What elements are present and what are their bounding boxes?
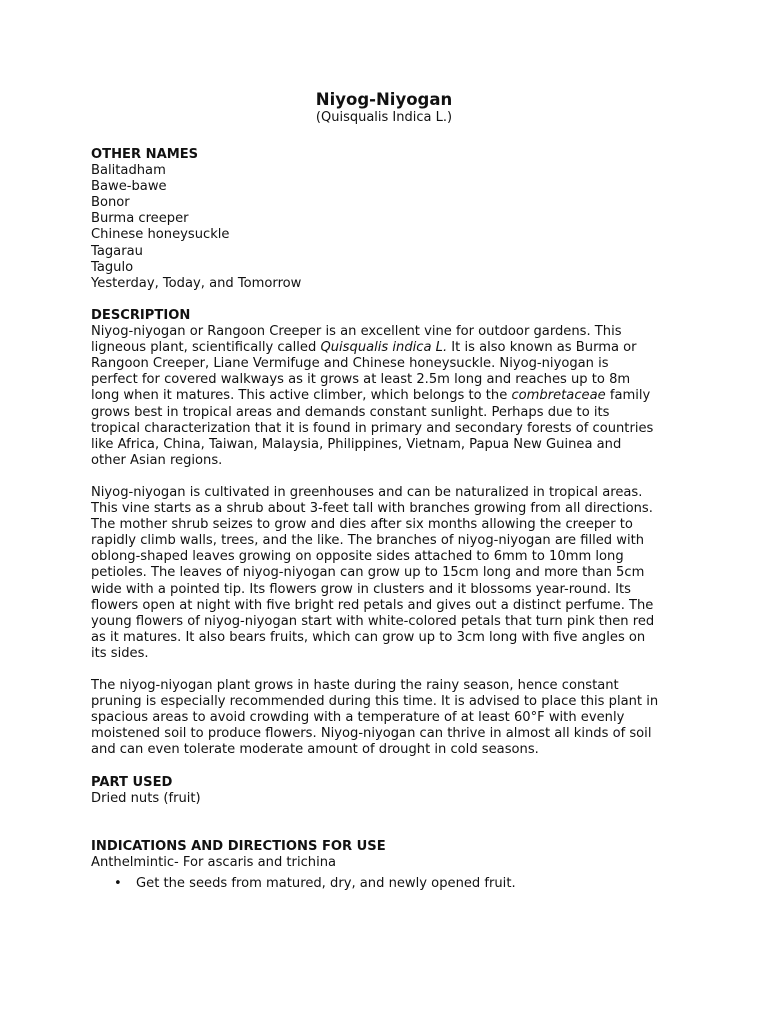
document-body xyxy=(91,147,691,893)
text-line: spacious areas to avoid crowding with a temperature of at least 60°F with evenly xyxy=(91,710,625,726)
other-name-item: Tagarau xyxy=(91,243,143,259)
text-line: rapidly climb walls, trees, and the like. The branches of niyog-niyogan are filled with xyxy=(91,533,645,549)
text-line: The mother shrub seizes to grow and dies after six months allowing the creeper to xyxy=(91,517,633,533)
text-line: This vine starts as a shrub about 3-feet tall with branches growing from all directions. xyxy=(91,501,653,517)
list-item xyxy=(91,874,691,893)
other-name-item: Chinese honeysuckle xyxy=(91,227,230,243)
other-name-item: Yesterday, Today, and Tomorrow xyxy=(91,275,302,291)
other-name-item: Balitadham xyxy=(91,163,166,179)
text-line: Niyog-niyogan is cultivated in greenhouses and can be naturalized in tropical areas. xyxy=(91,484,643,500)
other-names-list xyxy=(91,163,691,292)
other-name-item: Tagulo xyxy=(91,259,134,275)
description-paragraph-2 xyxy=(91,485,691,662)
other-names-heading: OTHER NAMES xyxy=(91,147,199,162)
text-line: other Asian regions. xyxy=(91,452,223,468)
text-line: grows best in tropical areas and demands constant sunlight. Perhaps due to its xyxy=(91,404,610,420)
description-paragraph-1 xyxy=(91,324,691,469)
bullet-icon: • xyxy=(114,876,122,892)
text-line: young flowers of niyog-niyogan start with white-colored petals that turn pink then red xyxy=(91,613,655,629)
family-name: combretaceae xyxy=(511,388,606,404)
text-line: ligneous plant, scientifically called Quisqualis indica L. It is also known as Burma or xyxy=(91,340,637,356)
part-used-heading: PART USED xyxy=(91,774,173,790)
text-line: perfect for covered walkways as it grows at least 2.5m long and reaches up to 8m xyxy=(91,372,631,388)
text-line: long when it matures. This active climber, which belongs to the combretaceae family xyxy=(91,388,651,404)
scientific-name: Quisqualis indica L. xyxy=(320,340,448,356)
text-line: as it matures. It also bears fruits, which can grow up to 3cm long with five angles on xyxy=(91,629,646,645)
text-line: moistened soil to produce flowers. Niyog-niyogan can thrive in almost all kinds of soil xyxy=(91,726,652,742)
text-line: like Africa, China, Taiwan, Malaysia, Philippines, Vietnam, Papua New Guinea and xyxy=(91,436,622,452)
indications-bullet-list xyxy=(91,874,691,893)
other-name-item: Burma creeper xyxy=(91,211,189,227)
document-title: Niyog-Niyogan xyxy=(315,90,453,109)
text-line: tropical characterization that it is found in primary and secondary forests of countries xyxy=(91,420,654,436)
other-name-item: Bonor xyxy=(91,195,130,211)
description-paragraph-3 xyxy=(91,678,691,758)
part-used-text: Dried nuts (fruit) xyxy=(91,790,201,806)
text-line: petioles. The leaves of niyog-niyogan can grow up to 15cm long and more than 5cm xyxy=(91,565,645,581)
document-subtitle: (Quisqualis Indica L.) xyxy=(315,110,453,125)
text-line: pruning is especially recommended during this time. It is advised to place this plant in xyxy=(91,694,659,710)
indications-heading: INDICATIONS AND DIRECTIONS FOR USE xyxy=(91,839,386,855)
text-line: Rangoon Creeper, Liane Vermifuge and Chinese honeysuckle. Niyog-niyogan is xyxy=(91,356,609,372)
other-name-item: Bawe-bawe xyxy=(91,179,167,195)
text-line: its sides. xyxy=(91,645,149,661)
description-heading: DESCRIPTION xyxy=(91,307,191,323)
list-item-text: Get the seeds from matured, dry, and newly opened fruit. xyxy=(136,876,516,892)
text-line: and can even tolerate moderate amount of drought in cold seasons. xyxy=(91,742,539,758)
text-line: oblong-shaped leaves growing on opposite sides attached to 6mm to 10mm long xyxy=(91,549,624,565)
text-line: wide with a pointed tip. Its flowers grow in clusters and it blossoms year-round. Its xyxy=(91,581,631,597)
text-line: flowers open at night with five bright red petals and gives out a distinct perfume. The xyxy=(91,597,654,613)
indications-subheading: Anthelmintic- For ascaris and trichina xyxy=(91,855,337,871)
text-line: The niyog-niyogan plant grows in haste during the rainy season, hence constant xyxy=(91,678,619,694)
text-line: Niyog-niyogan or Rangoon Creeper is an excellent vine for outdoor gardens. This xyxy=(91,324,622,340)
